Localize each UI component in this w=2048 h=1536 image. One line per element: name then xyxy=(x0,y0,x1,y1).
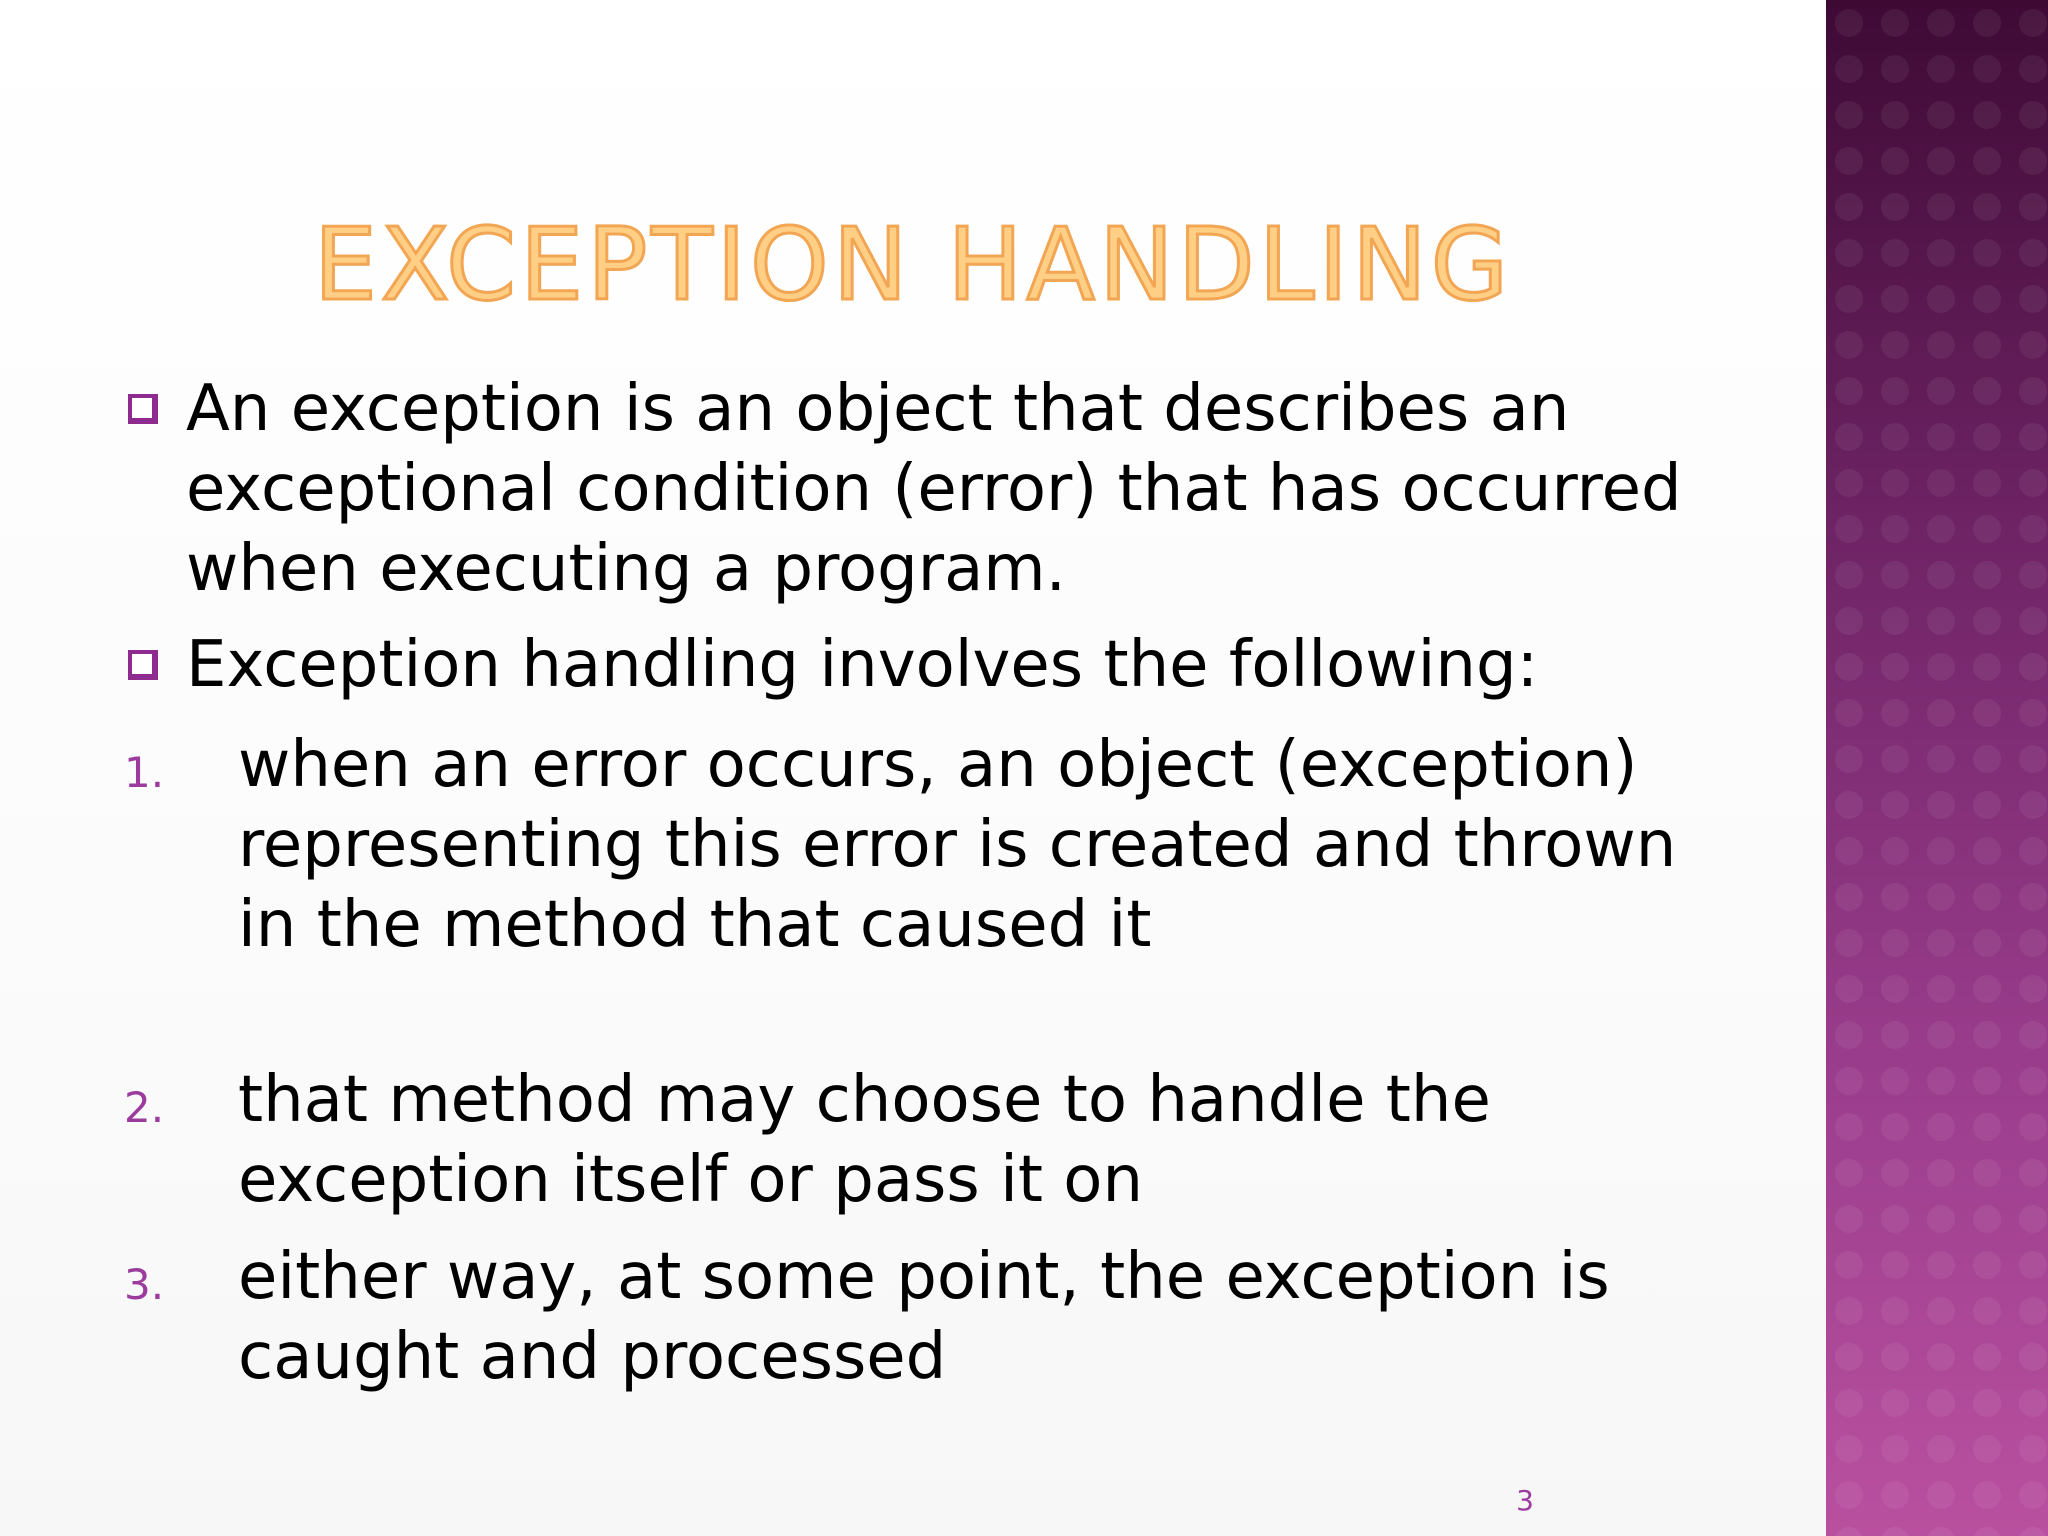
decorative-side-band xyxy=(1826,0,2048,1536)
list-number: 1. xyxy=(124,748,165,797)
hollow-square-bullet-icon xyxy=(128,650,158,680)
page-number: 3 xyxy=(1516,1484,1534,1517)
slide-title: EXCEPTION HANDLING xyxy=(313,206,1513,323)
hollow-square-bullet-icon xyxy=(128,394,158,424)
bullet-item: An exception is an object that describes an exceptional condition (error) that has occurred when executing a program. xyxy=(186,372,1682,606)
list-number: 2. xyxy=(124,1083,165,1132)
numbered-item: that method may choose to handle the exception itself or pass it on xyxy=(238,1063,1491,1217)
bullet-item: Exception handling involves the following: xyxy=(186,628,1539,702)
numbered-item: either way, at some point, the exception is caught and processed xyxy=(238,1240,1610,1394)
list-number: 3. xyxy=(124,1260,165,1309)
numbered-item: when an error occurs, an object (exception) representing this error is created and thrown in the method that caused it xyxy=(238,728,1677,962)
